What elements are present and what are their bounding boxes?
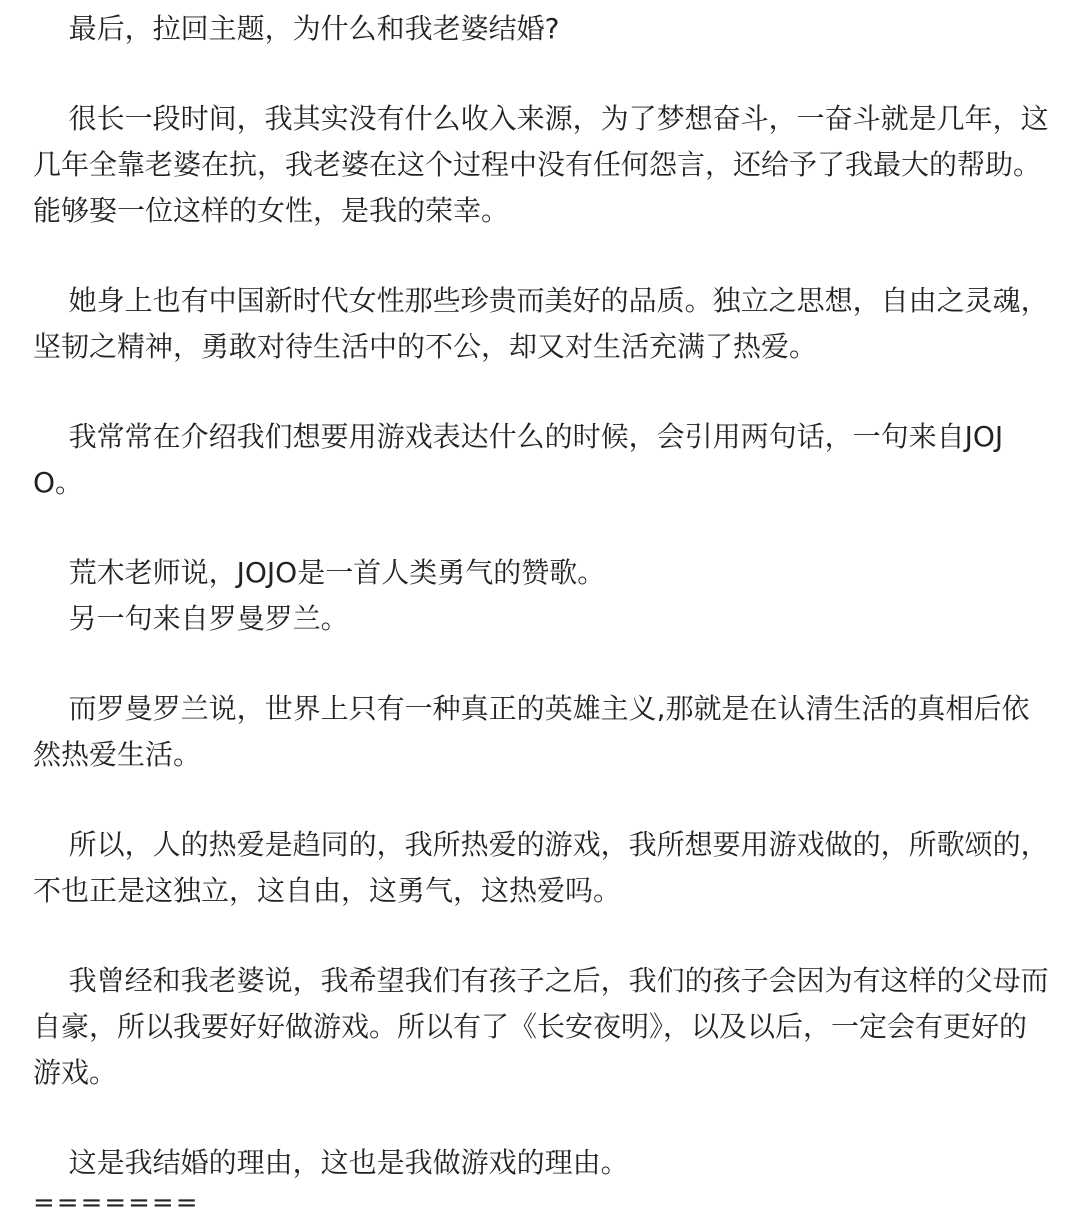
paragraph-qualities: 她身上也有中国新时代女性那些珍贵而美好的品质。独立之思想，自由之灵魂，坚韧之精神，勇敢对待生活中的不公，却又对生活充满了热爱。 <box>33 284 1049 363</box>
article-body <box>33 6 1049 1218</box>
paragraph-passion: 所以，人的热爱是趋同的，我所热爱的游戏，我所想要用游戏做的，所歌颂的，不也正是这独立，这自由，这勇气，这热爱吗。 <box>33 828 1049 907</box>
paragraph-support: 很长一段时间，我其实没有什么收入来源，为了梦想奋斗，一奋斗就是几年，这几年全靠老婆在抗，我老婆在这个过程中没有任何怨言，还给予了我最大的帮助。能够娶一位这样的女性，是我的荣幸。 <box>33 102 1049 227</box>
paragraph-jojo-quote: 荒木老师说，JOJO是一首人类勇气的赞歌。 <box>68 556 606 589</box>
paragraph-gap <box>33 914 1049 958</box>
paragraph-gap <box>33 506 1049 550</box>
paragraph-children: 我曾经和我老婆说，我希望我们有孩子之后，我们的孩子会因为有这样的父母而自豪，所以我要好好做游戏。所以有了《长安夜明》，以及以后，一定会有更好的游戏。 <box>33 964 1049 1089</box>
paragraph-rolland-intro: 另一句来自罗曼罗兰。 <box>68 602 349 635</box>
paragraph-gap <box>33 370 1049 414</box>
paragraph-conclusion: 这是我结婚的理由，这也是我做游戏的理由。 <box>68 1146 629 1179</box>
paragraph-gap <box>33 1096 1049 1140</box>
paragraph-gap <box>33 778 1049 822</box>
paragraph-quotes-intro: 我常常在介绍我们想要用游戏表达什么的时候，会引用两句话，一句来自JOJO。 <box>33 420 1004 499</box>
paragraph-gap <box>33 234 1049 278</box>
paragraph-topic: 最后，拉回主题，为什么和我老婆结婚? <box>68 12 560 45</box>
paragraph-gap <box>33 52 1049 96</box>
section-divider: ======= <box>33 1188 200 1218</box>
paragraph-rolland-quote: 而罗曼罗兰说，世界上只有一种真正的英雄主义,那就是在认清生活的真相后依然热爱生活。 <box>33 692 1030 771</box>
paragraph-gap <box>33 642 1049 686</box>
